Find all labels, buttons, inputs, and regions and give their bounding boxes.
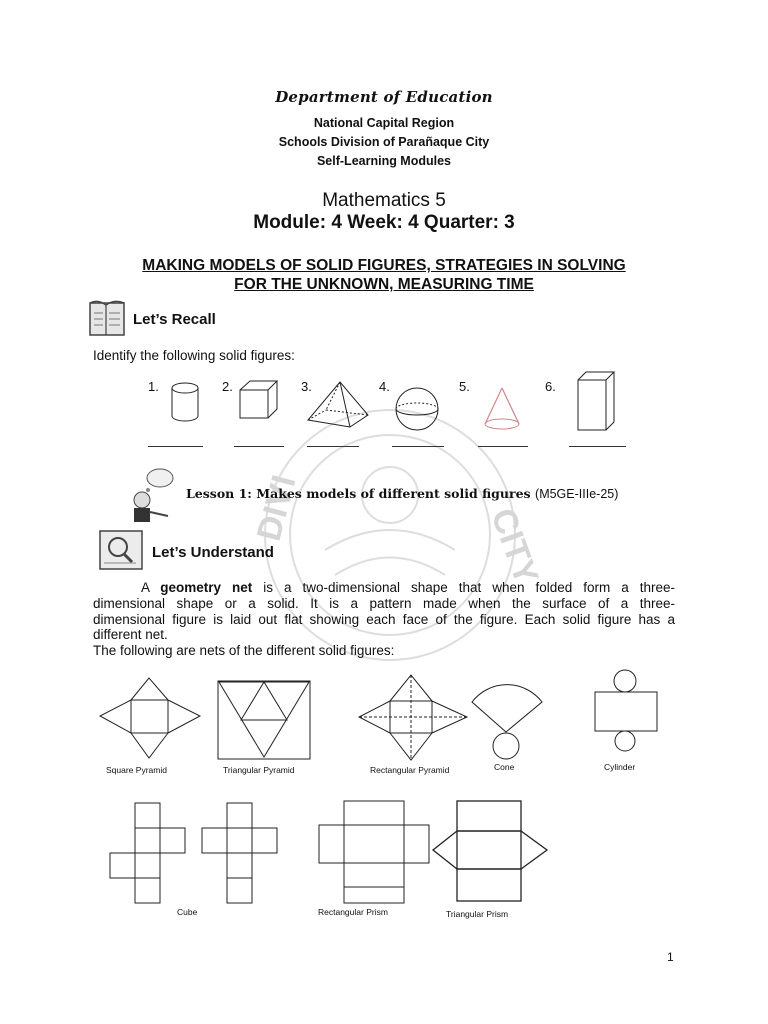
svg-text:CITY: CITY xyxy=(483,503,546,590)
triangular-pyramid-net xyxy=(217,680,311,760)
rectangular-pyramid-net xyxy=(357,674,469,762)
definition-line1 xyxy=(93,580,675,595)
modules-label: Self-Learning Modules xyxy=(316,154,452,168)
cone-icon xyxy=(482,386,522,434)
answer-blank[interactable] xyxy=(148,445,203,447)
answer-blank[interactable] xyxy=(569,445,626,447)
recall-item-number: 2. xyxy=(222,379,233,394)
thinking-child-icon xyxy=(124,466,180,526)
answer-blank[interactable] xyxy=(478,445,528,447)
answer-blank[interactable] xyxy=(234,445,284,447)
recall-item-number: 1. xyxy=(148,379,159,394)
definition-prefix: A xyxy=(141,580,161,595)
recall-item-number: 6. xyxy=(545,379,556,394)
cylinder-caption: Cylinder xyxy=(604,762,636,772)
main-title-line1: MAKING MODELS OF SOLID FIGURES, STRATEGIES IN SOLVING xyxy=(142,257,626,274)
lesson-title: Lesson 1: Makes models of different solid figures xyxy=(186,486,531,501)
cube-net-alt xyxy=(200,802,280,906)
rectangular-prism-net xyxy=(317,800,433,906)
triangular-prism-caption: Triangular Prism xyxy=(446,909,509,919)
nets-intro: The following are nets of the different solid figures: xyxy=(93,643,395,658)
answer-blank[interactable] xyxy=(307,445,359,447)
rectangular-prism-caption: Rectangular Prism xyxy=(318,907,388,917)
cone-net xyxy=(470,680,550,760)
answer-blank[interactable] xyxy=(392,445,444,447)
triangular-pyramid-caption: Triangular Pyramid xyxy=(223,765,295,775)
region-name: National Capital Region xyxy=(313,116,455,130)
cylinder-net xyxy=(594,668,660,756)
definition-rest: is a two-dimensional shape that when folded form a three- xyxy=(252,580,675,595)
recall-item-number: 4. xyxy=(379,379,390,394)
rectangular-pyramid-caption: Rectangular Pyramid xyxy=(370,765,450,775)
lets-understand-heading: Let’s Understand xyxy=(152,544,274,561)
division-name: Schools Division of Parañaque City xyxy=(278,135,490,149)
main-title-line2: FOR THE UNKNOWN, MEASURING TIME xyxy=(234,276,534,293)
cube-net xyxy=(107,802,199,906)
triangular-prism-net xyxy=(430,800,554,906)
page-number: 1 xyxy=(667,950,674,964)
competency-code: (M5GE-IIIe-25) xyxy=(535,487,619,501)
sphere-icon xyxy=(394,386,440,432)
definition-line2: dimensional shape or a solid. It is a pattern made when the surface of a three- xyxy=(93,596,675,611)
svg-text:DIVI: DIVI xyxy=(249,471,304,545)
book-icon xyxy=(86,297,130,341)
cube-caption: Cube xyxy=(177,907,198,917)
recall-item-number: 5. xyxy=(459,379,470,394)
cylinder-icon xyxy=(168,380,202,424)
subject-title: Mathematics 5 xyxy=(322,190,446,211)
magnifier-document-icon xyxy=(96,527,148,573)
rectangular-prism-icon xyxy=(574,370,618,432)
recall-instruction: Identify the following solid figures: xyxy=(93,348,295,363)
cone-caption: Cone xyxy=(494,762,515,772)
square-pyramid-caption: Square Pyramid xyxy=(106,765,167,775)
square-pyramid-net xyxy=(98,676,202,760)
module-line: Module: 4 Week: 4 Quarter: 3 xyxy=(253,212,515,233)
recall-item-number: 3. xyxy=(301,379,312,394)
cube-icon xyxy=(236,378,280,422)
geometry-net-term: geometry net xyxy=(160,580,253,595)
pyramid-icon xyxy=(302,380,372,430)
lets-recall-heading: Let’s Recall xyxy=(133,311,216,328)
definition-line3: dimensional figure is laid out flat showing each face of the figure. Each solid figure has a xyxy=(93,612,675,627)
definition-line4: different net. xyxy=(93,627,168,642)
department-title: Department of Education xyxy=(275,88,493,106)
